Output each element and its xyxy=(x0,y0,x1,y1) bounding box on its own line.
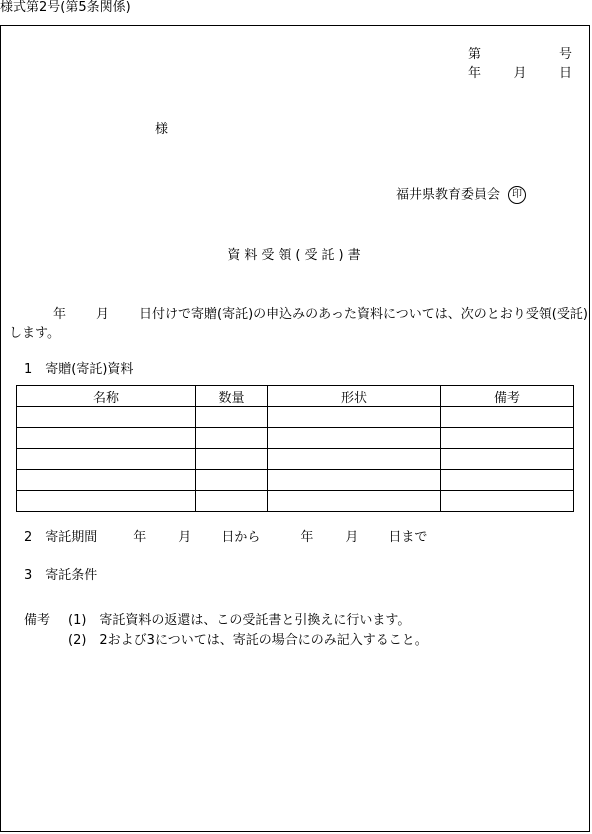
body-month: 月 xyxy=(96,307,110,322)
table-cell[interactable] xyxy=(17,428,196,449)
section3-line: 3 寄託条件 xyxy=(24,568,98,583)
form-label: 様式第2号(第5条関係) xyxy=(0,0,131,15)
issuer-line xyxy=(396,186,526,204)
table-cell[interactable] xyxy=(17,449,196,470)
materials-table xyxy=(16,385,574,512)
column-header-remarks: 備考 xyxy=(441,386,574,407)
table-cell[interactable] xyxy=(441,470,574,491)
table-cell[interactable] xyxy=(17,407,196,428)
section2-from: 日から xyxy=(221,530,261,545)
body-paragraph xyxy=(9,305,589,343)
body-text: 日付けで寄贈(寄託)の申込みのあった資料については、次のとおり受領(受託)します。 xyxy=(9,307,588,341)
seal-mark: 印 xyxy=(508,186,526,204)
table-cell[interactable] xyxy=(196,407,268,428)
table-cell[interactable] xyxy=(196,428,268,449)
section2-month: 月 xyxy=(178,530,192,545)
column-header-quantity: 数量 xyxy=(196,386,268,407)
number-suffix: 号 xyxy=(558,47,572,62)
table-row xyxy=(17,428,574,449)
table-cell[interactable] xyxy=(268,407,441,428)
remarks-heading: 備考 xyxy=(24,613,51,628)
table-cell[interactable] xyxy=(441,491,574,512)
table-cell[interactable] xyxy=(441,407,574,428)
document-number-line xyxy=(468,47,572,63)
section2-year: 年 xyxy=(133,530,147,545)
section2-until: 日まで xyxy=(388,530,428,545)
table-cell[interactable] xyxy=(196,491,268,512)
date-line xyxy=(468,66,572,82)
table-cell[interactable] xyxy=(268,470,441,491)
table-row xyxy=(17,449,574,470)
issuer-name: 福井県教育委員会 xyxy=(396,187,501,203)
body-year: 年 xyxy=(53,307,67,322)
section2-month-end: 月 xyxy=(345,530,359,545)
table-cell[interactable] xyxy=(196,470,268,491)
date-month: 月 xyxy=(513,66,527,81)
date-year: 年 xyxy=(468,66,482,81)
table-row xyxy=(17,470,574,491)
column-header-shape: 形状 xyxy=(268,386,441,407)
section1-heading: 1 寄贈(寄託)資料 xyxy=(24,362,134,377)
table-cell[interactable] xyxy=(268,449,441,470)
table-cell[interactable] xyxy=(196,449,268,470)
table-cell[interactable] xyxy=(441,449,574,470)
addressee: 様 xyxy=(155,122,169,137)
section2-year-end: 年 xyxy=(300,530,314,545)
remark-item-2: (2) 2および3については、寄託の場合にのみ記入すること。 xyxy=(68,633,428,648)
number-prefix: 第 xyxy=(468,47,482,62)
section2-line xyxy=(24,530,427,546)
date-day: 日 xyxy=(558,66,572,81)
table-header-row xyxy=(17,386,574,407)
table-row xyxy=(17,407,574,428)
table-cell[interactable] xyxy=(268,428,441,449)
table-cell[interactable] xyxy=(441,428,574,449)
table-cell[interactable] xyxy=(17,470,196,491)
table-row xyxy=(17,491,574,512)
table-cell[interactable] xyxy=(268,491,441,512)
table-cell[interactable] xyxy=(17,491,196,512)
section2-label: 2 寄託期間 xyxy=(24,530,98,545)
column-header-name: 名称 xyxy=(17,386,196,407)
document-title: 資料受領(受託)書 xyxy=(227,248,365,263)
remark-item-1: (1) 寄託資料の返還は、この受託書と引換えに行います。 xyxy=(68,613,411,628)
